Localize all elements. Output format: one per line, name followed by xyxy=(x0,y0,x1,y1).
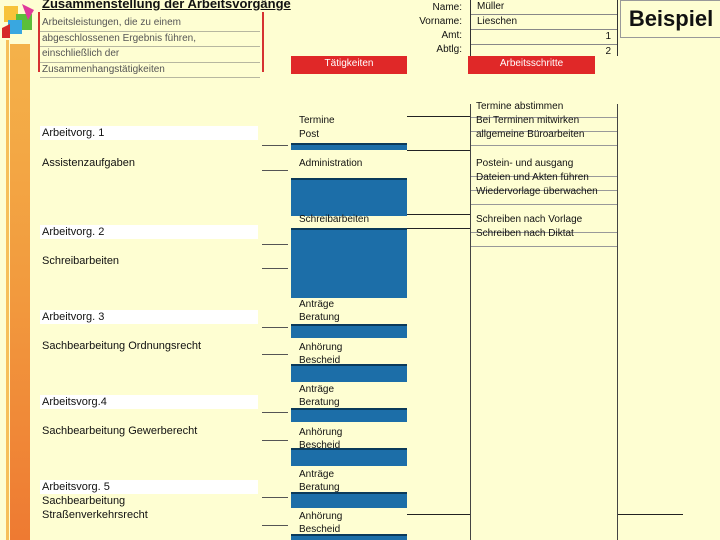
taetigkeit-beratung: Beratung xyxy=(299,397,340,408)
taetigkeiten-header: Tätigkeiten xyxy=(291,56,407,74)
arbeitsvorgang-1-description: Assistenzaufgaben xyxy=(42,157,135,169)
arbeitsschritt: Schreiben nach Vorlage xyxy=(476,214,583,225)
beispiel-badge: Beispiel xyxy=(620,0,720,38)
connector-line xyxy=(262,525,288,526)
vorname-value[interactable]: Lieschen xyxy=(471,15,617,30)
row-divider xyxy=(471,204,617,205)
intro-line: Arbeitsleistungen, die zu einem xyxy=(40,16,260,32)
taetigkeit-anhoerung: Anhörung xyxy=(299,511,343,522)
connector-line xyxy=(262,170,288,171)
arbeitsschritt: Dateien und Akten führen xyxy=(476,172,589,183)
taetigkeit-beratung: Beratung xyxy=(299,312,340,323)
taetigkeit-anhoerung: Anhörung xyxy=(299,342,343,353)
arbeitsschritt: Wiedervorlage überwachen xyxy=(476,186,598,197)
arbeitsschritt: Termine abstimmen xyxy=(476,101,564,112)
person-fields xyxy=(470,0,618,56)
left-gradient-bar xyxy=(10,44,30,540)
arbeitsvorgang-5-description-line2: Straßenverkehrsrecht xyxy=(42,509,148,521)
name-value[interactable]: Müller xyxy=(471,0,617,15)
arrow-line xyxy=(407,228,470,229)
arbeitsvorgang-1: Arbeitvorg. 1 xyxy=(42,127,105,139)
connector-line xyxy=(262,145,288,146)
intro-line: Zusammenhangstätigkeiten xyxy=(40,63,260,79)
arbeitsvorgang-3: Arbeitvorg. 3 xyxy=(42,311,105,323)
taetigkeit-bescheid: Bescheid xyxy=(299,524,341,535)
taetigkeit-bescheid: Bescheid xyxy=(299,440,341,451)
taetigkeit-anhoerung: Anhörung xyxy=(299,427,343,438)
taetigkeit-bescheid: Bescheid xyxy=(299,355,341,366)
name-label: Name: xyxy=(432,2,462,13)
arbeitsschritt: Postein- und ausgang xyxy=(476,158,574,169)
amt-label: Amt: xyxy=(441,30,462,41)
arrow-line xyxy=(407,116,470,117)
intro-line: abgeschlossenen Ergebnis führen, xyxy=(40,32,260,48)
arbeitsvorgang-4: Arbeitsvorg.4 xyxy=(42,396,107,408)
taetigkeit-administration: Administration xyxy=(299,158,363,169)
intro-text xyxy=(40,16,260,78)
taetigkeit-antraege: Anträge xyxy=(299,384,335,395)
taetigkeit-antraege: Anträge xyxy=(299,299,335,310)
left-accent-bar xyxy=(6,40,9,540)
arbeitsvorgang-5-description-line1: Sachbearbeitung xyxy=(42,495,126,507)
connector-line xyxy=(262,268,288,269)
arrow-line xyxy=(407,150,470,151)
taetigkeit-beratung: Beratung xyxy=(299,482,340,493)
logo xyxy=(0,0,40,40)
arbeitsvorgang-5: Arbeitsvorg. 5 xyxy=(42,481,110,493)
row-divider xyxy=(471,246,617,247)
row-divider xyxy=(471,145,617,146)
taetigkeit-antraege: Anträge xyxy=(299,469,335,480)
connector-line xyxy=(262,440,288,441)
arbeitsschritt: allgemeine Büroarbeiten xyxy=(476,129,585,140)
amt-value[interactable]: 1 xyxy=(471,30,617,45)
connector-line xyxy=(262,244,288,245)
intro-line: einschließlich der xyxy=(40,47,260,63)
connector-line xyxy=(262,354,288,355)
arbeitsvorgang-2: Arbeitvorg. 2 xyxy=(42,226,105,238)
arbeitsvorgang-2-description: Schreibarbeiten xyxy=(42,255,120,267)
arbeitsschritte-header: Arbeitsschritte xyxy=(468,56,595,74)
taetigkeit-termine: Termine xyxy=(299,115,335,126)
taetigkeit-schreibarbeiten: Schreibarbeiten xyxy=(299,214,370,225)
connector-line xyxy=(262,327,288,328)
arbeitsvorgang-3-description: Sachbearbeitung Ordnungsrecht xyxy=(42,340,201,352)
page-title: Zusammenstellung der Arbeitsvorgänge xyxy=(42,0,291,11)
arbeitsvorgang-4-description: Sachbearbeitung Gewerberecht xyxy=(42,425,198,437)
arbeitsschritt: Bei Terminen mitwirken xyxy=(476,115,580,126)
abtlg-value[interactable]: 2 xyxy=(605,46,611,57)
connector-line xyxy=(262,412,288,413)
connector-line xyxy=(262,497,288,498)
arrow-line xyxy=(407,214,470,215)
taetigkeit-post: Post xyxy=(299,129,320,140)
arbeitsschritt: Schreiben nach Diktat xyxy=(476,228,574,239)
vorname-label: Vorname: xyxy=(419,16,462,27)
abtlg-label: Abtlg: xyxy=(436,44,462,55)
